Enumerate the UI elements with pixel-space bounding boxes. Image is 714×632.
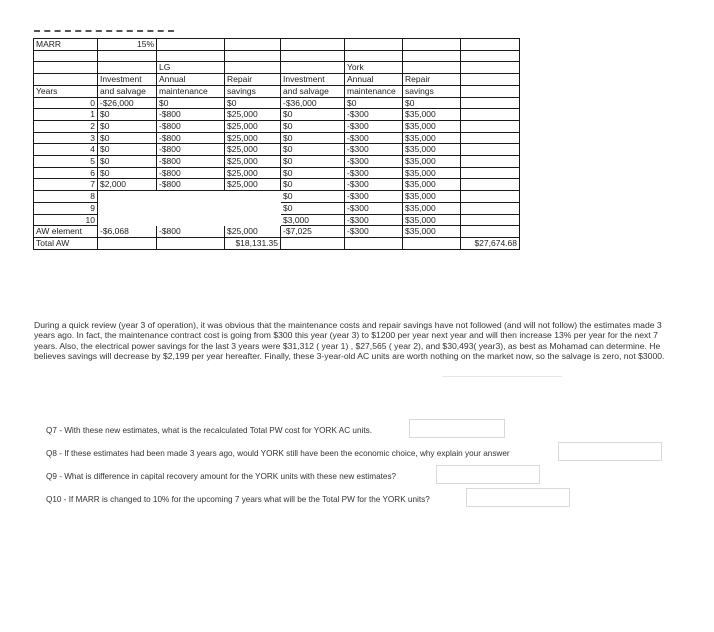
york-annual-cell[interactable]: -$300	[345, 120, 403, 132]
york-repair-cell[interactable]: $35,000	[403, 179, 461, 191]
aw-lg-repair[interactable]: $25,000	[225, 226, 281, 238]
york-annual-cell[interactable]: $0	[345, 97, 403, 109]
york-repair-header-2: savings	[403, 85, 461, 97]
marr-value[interactable]: 15%	[98, 39, 157, 51]
blank-row	[34, 50, 520, 62]
york-investment-header: Investment	[281, 74, 345, 86]
york-annual-header: Annual	[345, 74, 403, 86]
lg-annual-cell[interactable]	[157, 191, 225, 203]
york-investment-header-2: and salvage	[281, 85, 345, 97]
york-investment-cell[interactable]: $0	[281, 167, 345, 179]
years-header: Years	[34, 85, 98, 97]
lg-annual-cell[interactable]	[157, 202, 225, 214]
york-repair-cell[interactable]: $35,000	[403, 191, 461, 203]
year-cell[interactable]: 0	[34, 97, 98, 109]
lg-investment-header: Investment	[98, 74, 157, 86]
york-annual-cell[interactable]: -$300	[345, 144, 403, 156]
header-row-1	[34, 74, 520, 86]
york-investment-cell[interactable]: $0	[281, 120, 345, 132]
york-investment-cell[interactable]: $0	[281, 109, 345, 121]
year-row	[34, 179, 520, 191]
york-investment-cell[interactable]: -$36,000	[281, 97, 345, 109]
year-row	[34, 109, 520, 121]
york-repair-cell[interactable]: $35,000	[403, 109, 461, 121]
york-repair-cell[interactable]: $35,000	[403, 156, 461, 168]
lg-repair-cell[interactable]	[225, 191, 281, 203]
lg-repair-cell[interactable]: $25,000	[225, 144, 281, 156]
york-repair-cell[interactable]: $35,000	[403, 202, 461, 214]
york-repair-cell[interactable]: $35,000	[403, 120, 461, 132]
answer-box-q9[interactable]	[436, 465, 540, 484]
total-aw-row	[34, 237, 520, 249]
faint-divider	[442, 376, 562, 377]
york-investment-cell[interactable]: $0	[281, 191, 345, 203]
year-cell[interactable]: 3	[34, 132, 98, 144]
york-investment-cell[interactable]: $0	[281, 144, 345, 156]
york-repair-cell[interactable]: $35,000	[403, 214, 461, 226]
lg-investment-cell[interactable]	[98, 191, 157, 203]
year-row	[34, 156, 520, 168]
york-investment-cell[interactable]: $0	[281, 202, 345, 214]
lg-annual-header: Annual	[157, 74, 225, 86]
aw-lg-annual[interactable]: -$800	[157, 226, 225, 238]
lg-repair-cell[interactable]: $25,000	[225, 179, 281, 191]
year-row	[34, 120, 520, 132]
aw-element-row	[34, 226, 520, 238]
lg-annual-cell[interactable]: -$800	[157, 167, 225, 179]
year-cell[interactable]: 6	[34, 167, 98, 179]
aw-label: AW element	[34, 226, 98, 238]
aw-york-investment[interactable]: -$7,025	[281, 226, 345, 238]
answer-box-q7[interactable]	[409, 419, 505, 438]
year-row	[34, 191, 520, 203]
question-q10: Q10 - If MARR is changed to 10% for the upcoming 7 years what will be the Total PW for the YORK units?	[46, 495, 430, 504]
lg-repair-cell[interactable]: $25,000	[225, 109, 281, 121]
york-repair-header: Repair	[403, 74, 461, 86]
year-row	[34, 214, 520, 226]
marr-label: MARR	[34, 39, 98, 51]
york-annual-cell[interactable]: -$300	[345, 202, 403, 214]
lg-investment-cell[interactable]	[98, 202, 157, 214]
lg-repair-cell[interactable]: $25,000	[225, 120, 281, 132]
lg-annual-cell[interactable]: -$800	[157, 144, 225, 156]
year-row	[34, 132, 520, 144]
lg-annual-cell[interactable]: -$800	[157, 179, 225, 191]
problem-paragraph: During a quick review (year 3 of operation), it was obvious that the maintenance costs and repair savings have not followed (and will not follow) the estimates made 3 years ago. In fact, the maintenance contract cost is going from $300 this year (year 3) to $1200 per year next year and will then increase 13% per year for the next 7 years. Also, the electrical power savings for the last 3 years were $31,312 ( year 1) , $27,565 ( year 2), and $30,493( year3), as best as Mohamad can determine. He believes savings will decrease by $2,199 per year hereafter. Finally, these 3-year-old AC units are worth nothing on the market now, so the salvage is zero, not $3000.	[34, 320, 665, 362]
brand-row	[34, 62, 520, 74]
answer-box-q8[interactable]	[558, 442, 662, 461]
year-row	[34, 167, 520, 179]
lg-investment-cell[interactable]: $2,000	[98, 179, 157, 191]
lg-investment-cell[interactable]: -$26,000	[98, 97, 157, 109]
lg-annual-header-2: maintenance	[157, 85, 225, 97]
lg-investment-cell[interactable]	[98, 214, 157, 226]
york-annual-cell[interactable]: -$300	[345, 191, 403, 203]
lg-repair-cell[interactable]: $0	[225, 97, 281, 109]
lg-investment-cell[interactable]: $0	[98, 120, 157, 132]
year-row	[34, 202, 520, 214]
year-cell[interactable]: 1	[34, 109, 98, 121]
york-investment-cell[interactable]: $0	[281, 156, 345, 168]
york-annual-cell[interactable]: -$300	[345, 156, 403, 168]
york-annual-cell[interactable]: -$300	[345, 109, 403, 121]
year-cell[interactable]: 5	[34, 156, 98, 168]
lg-annual-cell[interactable]: -$800	[157, 132, 225, 144]
lg-brand: LG	[157, 62, 225, 74]
year-row	[34, 97, 520, 109]
lg-investment-cell[interactable]: $0	[98, 144, 157, 156]
york-repair-cell[interactable]: $35,000	[403, 167, 461, 179]
year-cell[interactable]: 4	[34, 144, 98, 156]
lg-annual-cell[interactable]: $0	[157, 97, 225, 109]
york-investment-cell[interactable]: $0	[281, 179, 345, 191]
total-aw-york[interactable]: $27,674.68	[461, 237, 520, 249]
lg-investment-cell[interactable]: $0	[98, 109, 157, 121]
spreadsheet-table	[33, 38, 520, 250]
york-repair-cell[interactable]: $0	[403, 97, 461, 109]
lg-repair-cell[interactable]: $25,000	[225, 156, 281, 168]
question-q9: Q9 - What is difference in capital recovery amount for the YORK units with these new estimates?	[46, 472, 397, 481]
lg-annual-cell[interactable]: -$800	[157, 120, 225, 132]
lg-repair-header: Repair	[225, 74, 281, 86]
york-annual-cell[interactable]: -$300	[345, 179, 403, 191]
york-investment-cell[interactable]: $3,000	[281, 214, 345, 226]
lg-repair-header-2: savings	[225, 85, 281, 97]
lg-repair-cell[interactable]	[225, 202, 281, 214]
aw-york-repair[interactable]: $35,000	[403, 226, 461, 238]
cropped-text-edge	[34, 30, 174, 36]
question-q8: Q8 - If these estimates had been made 3 years ago, would YORK still have been the economic choice, why explain your answer	[46, 449, 510, 458]
lg-annual-cell[interactable]: -$800	[157, 156, 225, 168]
york-repair-cell[interactable]: $35,000	[403, 132, 461, 144]
york-annual-cell[interactable]: -$300	[345, 214, 403, 226]
lg-investment-cell[interactable]: $0	[98, 167, 157, 179]
total-aw-label: Total AW	[34, 237, 98, 249]
aw-lg-investment[interactable]: -$6,068	[98, 226, 157, 238]
lg-investment-cell[interactable]: $0	[98, 132, 157, 144]
lg-repair-cell[interactable]: $25,000	[225, 167, 281, 179]
answer-box-q10[interactable]	[466, 488, 570, 507]
lg-investment-cell[interactable]: $0	[98, 156, 157, 168]
york-annual-cell[interactable]: -$300	[345, 167, 403, 179]
lg-annual-cell[interactable]: -$800	[157, 109, 225, 121]
lg-annual-cell[interactable]	[157, 214, 225, 226]
york-investment-cell[interactable]: $0	[281, 132, 345, 144]
header-row-2	[34, 85, 520, 97]
york-annual-header-2: maintenance	[345, 85, 403, 97]
york-annual-cell[interactable]: -$300	[345, 132, 403, 144]
york-brand: York	[345, 62, 403, 74]
lg-repair-cell[interactable]: $25,000	[225, 132, 281, 144]
total-aw-lg[interactable]: $18,131.35	[225, 237, 281, 249]
question-q7: Q7 - With these new estimates, what is the recalculated Total PW cost for YORK AC units.	[46, 426, 372, 435]
year-cell[interactable]: 7	[34, 179, 98, 191]
year-cell[interactable]: 2	[34, 120, 98, 132]
aw-york-annual[interactable]: -$300	[345, 226, 403, 238]
year-cell[interactable]: 8	[34, 191, 98, 203]
year-row	[34, 144, 520, 156]
lg-repair-cell[interactable]	[225, 214, 281, 226]
lg-investment-header-2: and salvage	[98, 85, 157, 97]
year-cell[interactable]: 9	[34, 202, 98, 214]
york-repair-cell[interactable]: $35,000	[403, 144, 461, 156]
year-cell[interactable]: 10	[34, 214, 98, 226]
marr-row	[34, 39, 520, 51]
